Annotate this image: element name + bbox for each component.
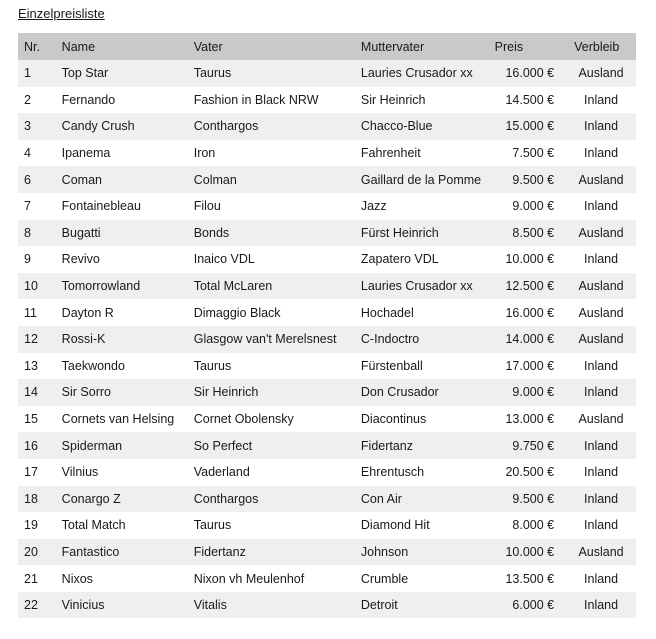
cell-muttervater: Diacontinus (360, 412, 427, 427)
table-row (18, 326, 636, 353)
cell-name: Fontainebleau (61, 199, 141, 214)
cell-verbleib: Inland (584, 438, 619, 453)
header-nr: Nr. (24, 39, 40, 54)
cell-vater: Iron (193, 146, 216, 161)
cell-name: Dayton R (61, 305, 114, 320)
cell-muttervater: Johnson (360, 544, 409, 559)
cell-name: Tomorrowland (61, 279, 141, 294)
cell-vater: Sir Heinrich (193, 385, 259, 400)
cell-nr: 4 (24, 146, 31, 161)
cell-verbleib: Inland (584, 571, 619, 586)
cell-muttervater: Lauries Crusador xx (360, 66, 473, 81)
table-header-row (18, 33, 636, 60)
cell-muttervater: Detroit (360, 598, 398, 613)
table-row (18, 379, 636, 406)
cell-name: Taekwondo (61, 358, 125, 373)
cell-name: Rossi-K (61, 332, 106, 347)
cell-verbleib: Inland (584, 598, 619, 613)
table-row (18, 273, 636, 300)
cell-preis: 7.500 € (512, 146, 555, 161)
cell-muttervater: Crumble (360, 571, 409, 586)
cell-muttervater: Don Crusador (360, 385, 439, 400)
cell-preis: 12.500 € (505, 279, 555, 294)
cell-preis: 13.500 € (505, 571, 555, 586)
cell-preis: 16.000 € (505, 66, 555, 81)
cell-verbleib: Inland (584, 518, 619, 533)
cell-verbleib: Ausland (578, 305, 624, 320)
cell-verbleib: Inland (584, 385, 619, 400)
table-row (18, 220, 636, 247)
cell-vater: Taurus (193, 358, 232, 373)
cell-vater: Taurus (193, 518, 232, 533)
cell-muttervater: Fahrenheit (360, 146, 421, 161)
header-preis: Preis (494, 39, 524, 54)
cell-vater: Cornet Obolensky (193, 412, 294, 427)
table-row (18, 299, 636, 326)
header-verbleib: Verbleib (574, 39, 620, 54)
cell-vater: Taurus (193, 66, 232, 81)
table-row (18, 432, 636, 459)
cell-nr: 19 (24, 518, 38, 533)
cell-verbleib: Ausland (578, 412, 624, 427)
cell-name: Conargo Z (61, 491, 121, 506)
cell-muttervater: Zapatero VDL (360, 252, 439, 267)
cell-name: Ipanema (61, 146, 111, 161)
cell-verbleib: Ausland (578, 66, 624, 81)
cell-verbleib: Inland (584, 92, 619, 107)
cell-nr: 8 (24, 225, 31, 240)
cell-muttervater: Sir Heinrich (360, 92, 426, 107)
cell-verbleib: Inland (584, 146, 619, 161)
cell-nr: 12 (24, 332, 38, 347)
cell-nr: 17 (24, 465, 38, 480)
cell-verbleib: Ausland (578, 279, 624, 294)
cell-name: Revivo (61, 252, 100, 267)
cell-vater: Glasgow van't Merelsnest (193, 332, 337, 347)
cell-vater: Filou (193, 199, 221, 214)
cell-nr: 18 (24, 491, 38, 506)
cell-name: Bugatti (61, 225, 101, 240)
cell-muttervater: Chacco-Blue (360, 119, 433, 134)
cell-muttervater: Diamond Hit (360, 518, 430, 533)
header-name: Name (61, 39, 96, 54)
cell-muttervater: Hochadel (360, 305, 414, 320)
cell-nr: 14 (24, 385, 38, 400)
table-row (18, 166, 636, 193)
cell-nr: 20 (24, 544, 38, 559)
cell-nr: 10 (24, 279, 38, 294)
cell-nr: 13 (24, 358, 38, 373)
cell-name: Coman (61, 172, 102, 187)
cell-verbleib: Inland (584, 119, 619, 134)
page-title: Einzelpreisliste (18, 6, 105, 21)
cell-name: Cornets van Helsing (61, 412, 175, 427)
table-row (18, 459, 636, 486)
cell-preis: 20.500 € (505, 465, 555, 480)
cell-preis: 9.750 € (512, 438, 555, 453)
cell-vater: Fidertanz (193, 544, 246, 559)
cell-name: Sir Sorro (61, 385, 111, 400)
table-row (18, 353, 636, 380)
cell-nr: 9 (24, 252, 31, 267)
table-row (18, 565, 636, 592)
cell-preis: 10.000 € (505, 544, 555, 559)
cell-nr: 1 (24, 66, 31, 81)
cell-preis: 9.500 € (512, 491, 555, 506)
cell-vater: Conthargos (193, 491, 259, 506)
table-row (18, 140, 636, 167)
cell-name: Candy Crush (61, 119, 135, 134)
cell-preis: 10.000 € (505, 252, 555, 267)
cell-muttervater: Ehrentusch (360, 465, 425, 480)
cell-verbleib: Inland (584, 465, 619, 480)
cell-name: Top Star (61, 66, 109, 81)
cell-name: Total Match (61, 518, 126, 533)
cell-vater: Conthargos (193, 119, 259, 134)
cell-nr: 15 (24, 412, 38, 427)
cell-vater: Vitalis (193, 598, 227, 613)
cell-vater: Fashion in Black NRW (193, 92, 319, 107)
cell-nr: 16 (24, 438, 38, 453)
cell-vater: Total McLaren (193, 279, 273, 294)
cell-vater: So Perfect (193, 438, 253, 453)
header-vater: Vater (193, 39, 223, 54)
cell-verbleib: Ausland (578, 172, 624, 187)
table-row (18, 592, 636, 619)
table-row (18, 539, 636, 566)
cell-verbleib: Inland (584, 199, 619, 214)
table-row (18, 113, 636, 140)
cell-preis: 8.500 € (512, 225, 555, 240)
cell-preis: 6.000 € (512, 598, 555, 613)
cell-nr: 3 (24, 119, 31, 134)
cell-vater: Inaico VDL (193, 252, 255, 267)
price-table (18, 33, 636, 618)
cell-name: Fantastico (61, 544, 120, 559)
table-row (18, 87, 636, 114)
cell-preis: 15.000 € (505, 119, 555, 134)
cell-muttervater: Jazz (360, 199, 387, 214)
cell-nr: 2 (24, 92, 31, 107)
table-body (18, 60, 636, 618)
cell-muttervater: Fürst Heinrich (360, 225, 439, 240)
cell-preis: 17.000 € (505, 358, 555, 373)
cell-preis: 13.000 € (505, 412, 555, 427)
cell-vater: Bonds (193, 225, 230, 240)
cell-name: Spiderman (61, 438, 123, 453)
cell-preis: 16.000 € (505, 305, 555, 320)
cell-muttervater: C-Indoctro (360, 332, 420, 347)
cell-verbleib: Inland (584, 358, 619, 373)
cell-muttervater: Con Air (360, 491, 402, 506)
cell-preis: 14.500 € (505, 92, 555, 107)
table-row (18, 193, 636, 220)
cell-name: Fernando (61, 92, 116, 107)
cell-preis: 8.000 € (512, 518, 555, 533)
cell-vater: Colman (193, 172, 237, 187)
cell-muttervater: Gaillard de la Pomme (360, 172, 482, 187)
cell-preis: 14.000 € (505, 332, 555, 347)
cell-name: Vinicius (61, 598, 105, 613)
cell-muttervater: Lauries Crusador xx (360, 279, 473, 294)
table-row (18, 60, 636, 87)
cell-nr: 11 (24, 305, 37, 320)
cell-nr: 6 (24, 172, 31, 187)
cell-name: Nixos (61, 571, 93, 586)
cell-verbleib: Ausland (578, 225, 624, 240)
cell-nr: 22 (24, 598, 38, 613)
cell-verbleib: Inland (584, 491, 619, 506)
cell-name: Vilnius (61, 465, 99, 480)
cell-muttervater: Fürstenball (360, 358, 423, 373)
table-row (18, 512, 636, 539)
cell-nr: 21 (24, 571, 38, 586)
cell-nr: 7 (24, 199, 31, 214)
table-row (18, 486, 636, 513)
cell-preis: 9.000 € (512, 199, 555, 214)
cell-muttervater: Fidertanz (360, 438, 414, 453)
header-muttervater: Muttervater (360, 39, 425, 54)
cell-verbleib: Ausland (578, 332, 624, 347)
table-row (18, 406, 636, 433)
cell-vater: Vaderland (193, 465, 250, 480)
cell-verbleib: Inland (584, 252, 619, 267)
cell-preis: 9.500 € (512, 172, 555, 187)
cell-preis: 9.000 € (512, 385, 555, 400)
table-row (18, 246, 636, 273)
cell-vater: Nixon vh Meulenhof (193, 571, 305, 586)
cell-vater: Dimaggio Black (193, 305, 281, 320)
cell-verbleib: Ausland (578, 544, 624, 559)
